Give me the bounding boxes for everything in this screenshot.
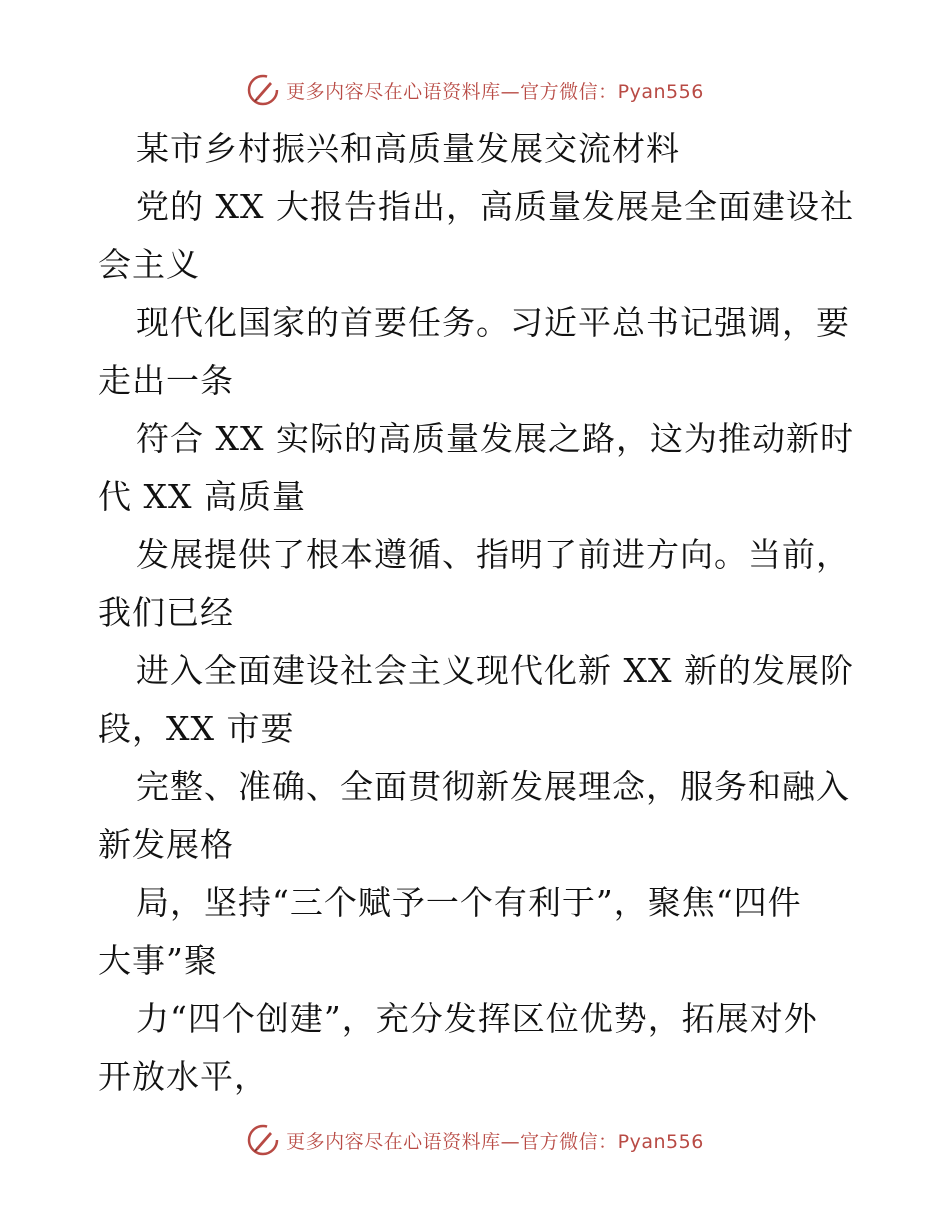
paragraph-line: 进入全面建设社会主义现代化新 XX 新的发展阶 [136,651,854,690]
footer-banner [0,1120,950,1160]
paragraph-line: 现代化国家的首要任务。习近平总书记强调，要 [136,303,850,342]
header-banner [0,70,950,110]
paragraph-line: 我们已经 [98,593,234,632]
header-banner-text: 更多内容尽在心语资料库—官方微信：Pyan556 [286,80,704,103]
paragraph-line: 段，XX 市要 [98,709,295,748]
paragraph-line: 会主义 [98,245,200,284]
document-title: 某市乡村振兴和高质量发展交流材料 [136,129,680,168]
document-body [98,120,858,1106]
paragraph-line: 发展提供了根本遵循、指明了前进方向。当前， [136,535,850,574]
paragraph-line: 代 XX 高质量 [98,477,306,516]
paragraph-line: 走出一条 [98,361,234,400]
paragraph-line: 力“四个创建”，充分发挥区位优势，拓展对外 [136,999,818,1038]
paragraph-line: 局，坚持“三个赋予一个有利于”，聚焦“四件 [136,883,802,922]
paragraph-line: 大事”聚 [98,941,218,980]
quill-pen-logo-icon [246,73,280,107]
paragraph-line: 完整、准确、全面贯彻新发展理念，服务和融入 [136,767,850,806]
quill-pen-logo-icon [246,1123,280,1157]
footer-banner-text: 更多内容尽在心语资料库—官方微信：Pyan556 [286,1130,704,1153]
paragraph-line: 符合 XX 实际的高质量发展之路，这为推动新时 [136,419,854,458]
paragraph-line: 党的 XX 大报告指出，高质量发展是全面建设社 [136,187,854,226]
paragraph-line: 开放水平， [98,1057,268,1096]
paragraph-line: 新发展格 [98,825,234,864]
